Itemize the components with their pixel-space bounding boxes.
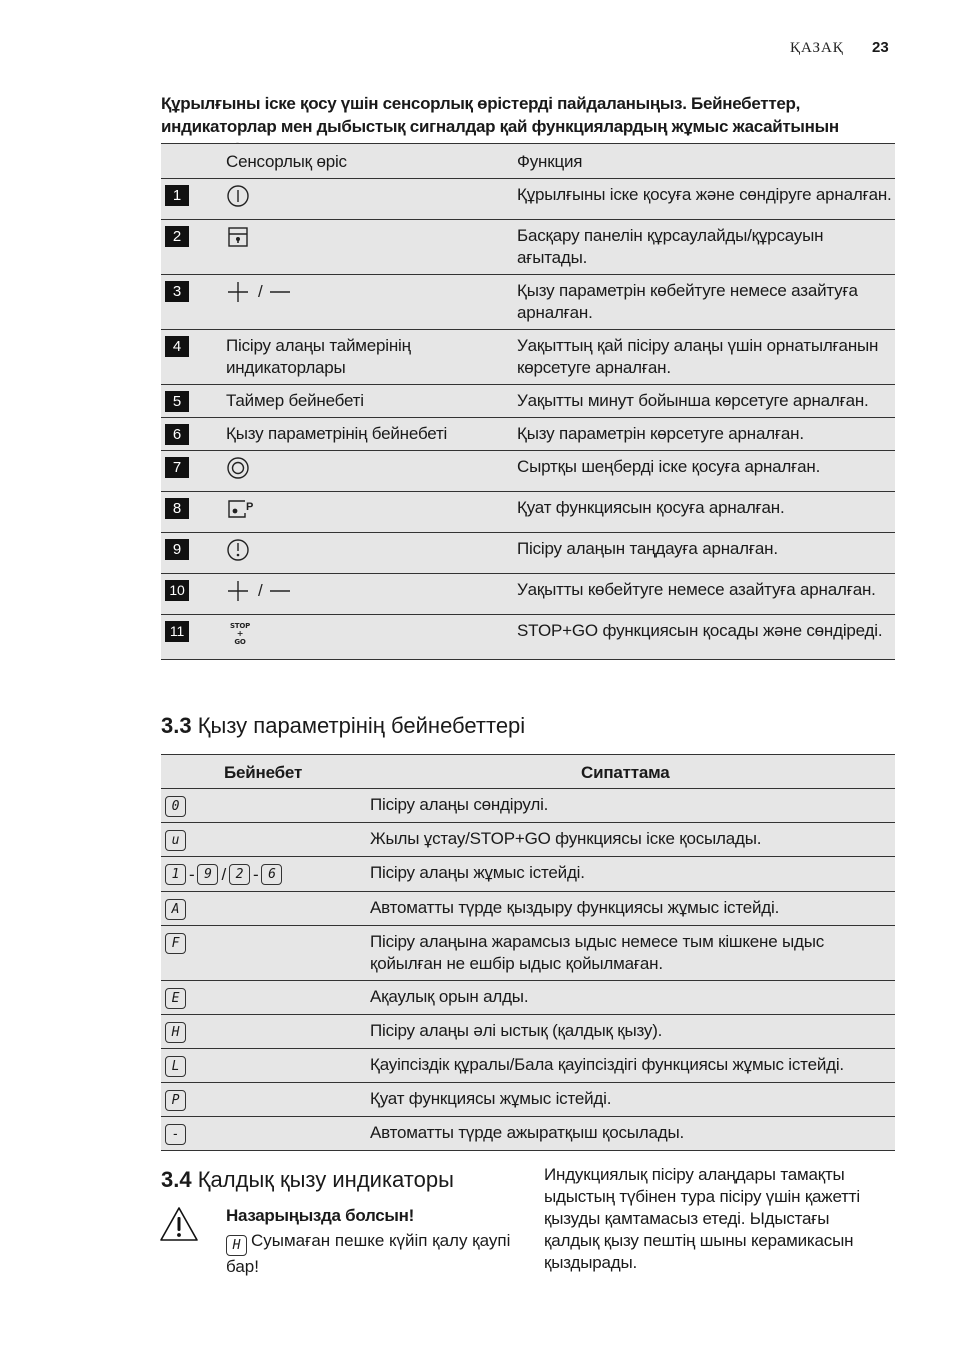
display-symbol-range — [165, 864, 282, 886]
lock-icon — [226, 225, 250, 255]
range-separator: - — [189, 864, 195, 884]
description-text: Жылы ұстау/STOP+GO функциясы іске қосылады. — [370, 829, 762, 848]
display-symbol: 2 — [229, 864, 250, 885]
intro-text: Құрылғыны іске қосу үшін сенсорлық өрістерді пайдаланыңыз. Бейнебеттер, индикаторлар мен дыбыстық сигналдар қай функциялардың жұмыс жасайтынын көрсетеді. — [161, 94, 839, 159]
table-row — [161, 1116, 895, 1150]
table-row — [161, 533, 895, 574]
table-row — [161, 418, 895, 451]
outer-ring-icon — [226, 456, 250, 486]
sensor-field-label: Пісіру алаңы таймерінің индикаторлары — [226, 336, 411, 377]
header-function: Функция — [517, 152, 583, 171]
sensor-fields-table — [161, 143, 895, 660]
display-symbol: L — [165, 1056, 186, 1077]
table-row — [161, 179, 895, 220]
table-row — [161, 385, 895, 418]
table-row — [161, 1048, 895, 1082]
sensor-field-label: Қызу параметрінің бейнебеті — [226, 424, 448, 443]
row-number-badge: 5 — [165, 391, 189, 412]
display-symbol-h: H — [226, 1235, 247, 1256]
table-row — [161, 1082, 895, 1116]
display-symbol: F — [165, 933, 186, 954]
display-symbol: E — [165, 988, 186, 1009]
sensor-field-label: Таймер бейнебеті — [226, 391, 364, 410]
warning-title: Назарыңызда болсын! — [226, 1206, 414, 1225]
plus-minus-icon — [226, 579, 296, 609]
range-separator: - — [253, 864, 259, 884]
page-number: 23 — [872, 39, 889, 56]
table-row — [161, 789, 895, 823]
description-text: Қауіпсіздік құралы/Бала қауіпсіздігі функциясы жұмыс істейді. — [370, 1054, 844, 1074]
table-row — [161, 823, 895, 857]
table-row — [161, 925, 895, 980]
description-text: Пісіру алаңына жарамсыз ыдыс немесе тым кішкене ыдыс қойылған не ешбір ыдыс қойылмаған. — [370, 931, 825, 973]
row-number-badge: 2 — [165, 226, 189, 247]
header-sensor-field: Сенсорлық өріс — [226, 152, 347, 171]
svg-text:/: / — [258, 581, 263, 600]
heat-display-table — [161, 754, 895, 1151]
display-symbol: 1 — [165, 864, 186, 885]
description-text: Пісіру алаңы жұмыс істейді. — [370, 863, 585, 882]
function-text: Уақытты минут бойынша көрсетуге арналған. — [517, 391, 869, 410]
table-row — [161, 220, 895, 275]
table-row — [161, 980, 895, 1014]
display-symbol: 6 — [261, 864, 282, 885]
header-language: ҚАЗАҚ — [790, 40, 844, 56]
table-row — [161, 451, 895, 492]
table-header-row — [161, 144, 895, 179]
table-row — [161, 857, 895, 892]
section-3-3-heading: 3.3 Қызу параметрінің бейнебеттері — [161, 713, 526, 738]
table-row — [161, 1014, 895, 1048]
residual-heat-paragraph: Индукциялық пісіру алаңдары тамақты ыдыстың түбінен тура пісіру үшін қажетті қызуды қамтамасыз етеді. Ыдыстағы қалдық қызу пештің шыны керамикасын қыздырады. — [544, 1165, 860, 1272]
description-text: Қуат функциясы жұмыс істейді. — [370, 1088, 612, 1108]
stop-go-icon — [226, 620, 254, 654]
function-text: Қуат функциясын қосуға арналған. — [517, 498, 785, 517]
function-text: Пісіру алаңын таңдауға арналған. — [517, 539, 778, 558]
section-3-4-heading: 3.4 Қалдық қызу индикаторы — [161, 1167, 454, 1192]
header-display: Бейнебет — [224, 763, 303, 782]
description-text: Автоматты түрде қыздыру функциясы жұмыс істейді. — [370, 897, 780, 917]
svg-text:GO: GO — [234, 638, 246, 646]
row-number-badge: 10 — [165, 580, 189, 601]
description-text: Ақаулық орын алды. — [370, 986, 529, 1006]
table-row — [161, 492, 895, 533]
display-symbol: P — [165, 1090, 186, 1111]
plus-minus-icon — [226, 280, 296, 310]
display-symbol: A — [165, 899, 186, 920]
power-function-icon — [226, 497, 256, 527]
function-text: Уақыттың қай пісіру алаңы үшін орнатылғанын көрсетуге арналған. — [517, 336, 879, 377]
table-row — [161, 574, 895, 615]
svg-text:P: P — [246, 501, 254, 513]
display-symbol: 9 — [197, 864, 218, 885]
zone-select-icon — [226, 538, 250, 568]
row-number-badge: 9 — [165, 539, 189, 560]
row-number-badge: 8 — [165, 498, 189, 519]
display-symbol: 0 — [165, 796, 186, 817]
power-icon — [226, 184, 250, 214]
row-number-badge: 3 — [165, 281, 189, 302]
row-number-badge: 11 — [165, 621, 189, 642]
header-description: Сипаттама — [581, 763, 670, 782]
row-number-badge: 4 — [165, 336, 189, 357]
svg-text:+: + — [236, 629, 244, 638]
warning-triangle-icon — [158, 1205, 200, 1248]
display-symbol: - — [165, 1124, 186, 1145]
row-number-badge: 1 — [165, 185, 189, 206]
table-row — [161, 275, 895, 330]
table-row — [161, 615, 895, 660]
function-text: Басқару панелін құрсаулайды/құрсауын ағытады. — [517, 226, 824, 267]
table-row — [161, 330, 895, 385]
function-text: STOP+GO функциясын қосады және сөндіреді. — [517, 621, 883, 640]
table-header-row — [161, 755, 895, 789]
row-number-badge: 6 — [165, 424, 189, 445]
description-text: Пісіру алаңы әлі ыстық (қалдық қызу). — [370, 1020, 663, 1040]
function-text: Құрылғыны іске қосуға және сөндіруге арналған. — [517, 185, 892, 204]
function-text: Сыртқы шеңберді іске қосуға арналған. — [517, 457, 821, 476]
svg-text:STOP: STOP — [229, 622, 251, 630]
display-symbol: u — [165, 830, 186, 851]
description-text: Пісіру алаңы сөндірулі. — [370, 795, 549, 814]
range-separator: / — [221, 864, 226, 884]
warning-text: H Суымаған пешке күйіп қалу қаупі бар! — [226, 1231, 511, 1276]
display-symbol: H — [165, 1022, 186, 1043]
description-text: Автоматты түрде ажыратқыш қосылады. — [370, 1122, 685, 1142]
function-text: Уақытты көбейтуге немесе азайтуға арналған. — [517, 580, 876, 599]
function-text: Қызу параметрін көбейтуге немесе азайтуға арналған. — [517, 281, 858, 322]
function-text: Қызу параметрін көрсетуге арналған. — [517, 424, 804, 443]
row-number-badge: 7 — [165, 457, 189, 478]
table-row — [161, 891, 895, 925]
svg-text:/: / — [258, 282, 263, 301]
